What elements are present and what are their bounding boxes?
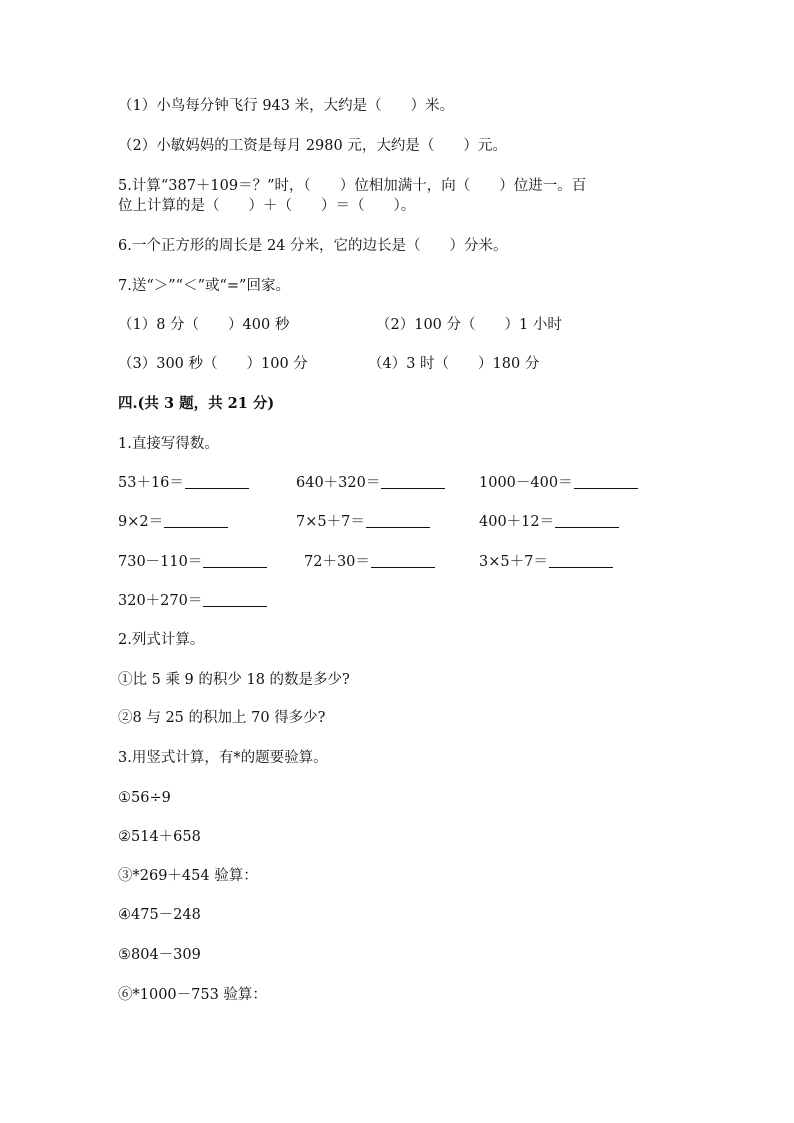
calc-expr: 320＋270＝ [118, 593, 203, 609]
answer-blank[interactable] [185, 474, 249, 489]
answer-blank[interactable] [164, 513, 228, 528]
p3-item-2: ②514＋658 [118, 829, 201, 845]
q7-item-1: （1）8 分（ ）400 秒 [118, 317, 290, 333]
answer-blank[interactable] [366, 513, 430, 528]
answer-blank[interactable] [574, 474, 638, 489]
p1-title: 1.直接写得数。 [118, 436, 219, 452]
answer-blank[interactable] [203, 553, 267, 568]
calc-item [479, 552, 613, 572]
p2-item-1: ①比 5 乘 9 的积少 18 的数是多少? [118, 672, 350, 688]
calc-item [118, 552, 267, 572]
q4-item-1: （1）小鸟每分钟飞行 943 米，大约是（ ）米。 [118, 98, 455, 114]
q4-item-2: （2）小敏妈妈的工资是每月 2980 元，大约是（ ）元。 [118, 138, 507, 154]
calc-expr: 7×5＋7＝ [296, 514, 365, 530]
calc-expr: 72＋30＝ [304, 554, 370, 570]
calc-expr: 53＋16＝ [118, 475, 184, 491]
calc-item [304, 552, 435, 572]
calc-expr: 3×5＋7＝ [479, 554, 548, 570]
p3-item-5: ⑤804－309 [118, 947, 201, 963]
calc-item [118, 591, 267, 611]
q7-item-2: （2）100 分（ ）1 小时 [376, 317, 562, 333]
answer-blank[interactable] [381, 474, 445, 489]
answer-blank[interactable] [555, 513, 619, 528]
calc-expr: 640＋320＝ [296, 475, 381, 491]
p3-item-4: ④475－248 [118, 907, 201, 923]
p3-item-1: ①56÷9 [118, 790, 171, 806]
q7-item-4: （4）3 时（ ）180 分 [368, 356, 540, 372]
section-heading: 四.(共 3 题，共 21 分) [118, 395, 275, 412]
calc-item [118, 473, 249, 493]
calc-item [479, 512, 619, 532]
calc-item [296, 512, 430, 532]
answer-blank[interactable] [371, 553, 435, 568]
p3-item-6: ⑥*1000－753 验算： [118, 987, 267, 1003]
q5-line-1: 5.计算“387＋109＝？”时，（ ）位相加满十，向（ ）位进一。百 [118, 178, 587, 194]
calc-expr: 9×2＝ [118, 514, 164, 530]
calc-item [118, 512, 228, 532]
calc-item [296, 473, 445, 493]
calc-expr: 400＋12＝ [479, 514, 555, 530]
q7-title: 7.送“＞”“＜”或“=”回家。 [118, 278, 290, 294]
q7-item-3: （3）300 秒（ ）100 分 [118, 356, 308, 372]
p2-title: 2.列式计算。 [118, 632, 205, 648]
p2-item-2: ②8 与 25 的积加上 70 得多少? [118, 710, 326, 726]
q5-line-2: 位上计算的是（ ）＋（ ）＝（ ）。 [118, 198, 416, 214]
calc-item [479, 473, 638, 493]
answer-blank[interactable] [203, 592, 267, 607]
calc-expr: 730－110＝ [118, 554, 203, 570]
answer-blank[interactable] [549, 553, 613, 568]
q6-text: 6.一个正方形的周长是 24 分米，它的边长是（ ）分米。 [118, 238, 508, 254]
p3-item-3: ③*269＋454 验算： [118, 868, 258, 884]
calc-expr: 1000－400＝ [479, 475, 573, 491]
p3-title: 3.用竖式计算，有*的题要验算。 [118, 750, 328, 766]
